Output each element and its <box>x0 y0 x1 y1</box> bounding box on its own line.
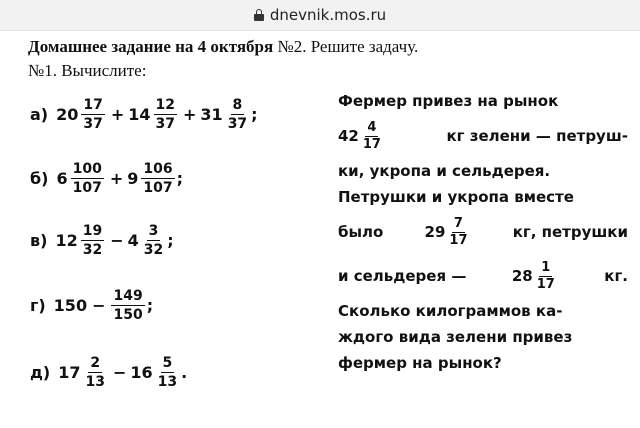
fraction <box>81 96 104 133</box>
operator: + <box>110 105 125 124</box>
numerator: 17 <box>83 97 103 113</box>
whole-part: 12 <box>55 231 78 250</box>
expression-label: а) <box>30 105 49 124</box>
expression-label: г) <box>30 296 46 315</box>
denominator: 17 <box>536 276 555 292</box>
fraction <box>535 260 557 293</box>
url-text: dnevnik.mos.ru <box>269 6 387 24</box>
numerator: 106 <box>143 161 173 177</box>
fraction <box>447 216 469 249</box>
fraction <box>111 287 144 324</box>
numerator: 7 <box>453 215 463 231</box>
expression-label: б) <box>30 169 49 188</box>
expression-g <box>30 287 153 324</box>
denominator: 37 <box>155 116 176 132</box>
problem-line: Фермер привез на рынок <box>338 92 559 110</box>
operator: + <box>183 105 197 124</box>
denominator: 32 <box>82 242 103 258</box>
operator: + <box>109 169 124 188</box>
terminator: ; <box>146 296 154 315</box>
terminator: . <box>181 363 188 382</box>
problem-line <box>338 114 628 158</box>
denominator: 150 <box>113 307 143 323</box>
denominator: 37 <box>227 116 248 132</box>
terminator: ; <box>251 105 258 124</box>
problem-line: фермер на рынок? <box>338 354 502 372</box>
address-bar[interactable] <box>0 0 640 31</box>
fraction <box>226 96 249 133</box>
problem-line <box>338 210 628 254</box>
denominator: 13 <box>157 374 178 390</box>
numerator: 3 <box>148 223 159 239</box>
numerator: 8 <box>232 97 243 113</box>
problem-line: Сколько килограммов ка- <box>338 302 563 320</box>
task1-title: №1. Вычислите: <box>28 61 147 80</box>
fraction <box>84 354 107 391</box>
problem-text: кг, петрушки <box>512 223 628 241</box>
word-problem <box>338 88 628 376</box>
whole-part: 17 <box>58 363 81 382</box>
mixed-number <box>425 216 472 249</box>
denominator: 17 <box>449 232 468 248</box>
whole-part: 150 <box>53 296 88 315</box>
problem-text: кг. <box>604 267 628 285</box>
expression-a <box>30 96 258 133</box>
problem-line <box>338 254 628 298</box>
expression-label: в) <box>30 231 48 250</box>
whole-part: 16 <box>130 363 153 382</box>
whole-part: 28 <box>511 267 533 285</box>
whole-part: 42 <box>338 127 359 145</box>
fraction <box>71 160 104 197</box>
fraction <box>156 354 179 391</box>
whole-part: 14 <box>128 105 151 124</box>
denominator: 107 <box>143 180 173 196</box>
homework-title <box>28 37 418 57</box>
terminator: ; <box>176 169 184 188</box>
problem-line: ждого вида зелени привез <box>338 328 573 346</box>
fraction <box>361 120 383 153</box>
mixed-number <box>512 260 559 293</box>
whole-part: 9 <box>127 169 139 188</box>
fraction <box>81 222 104 259</box>
homework-title-bold: Домашнее задание на 4 октября <box>28 37 274 56</box>
problem-text: было <box>338 223 384 241</box>
numerator: 12 <box>155 97 176 113</box>
problem-text: кг зелени — петруш- <box>446 127 628 145</box>
mixed-number <box>338 120 385 153</box>
lock-icon <box>254 9 264 21</box>
whole-part: 20 <box>56 105 79 124</box>
operator: − <box>92 296 106 315</box>
numerator: 2 <box>90 355 101 371</box>
whole-part: 31 <box>200 105 223 124</box>
denominator: 37 <box>83 116 103 132</box>
whole-part: 6 <box>56 169 68 188</box>
denominator: 32 <box>143 242 164 258</box>
problem-line: Петрушки и укропа вместе <box>338 188 574 206</box>
numerator: 149 <box>113 288 143 304</box>
denominator: 17 <box>362 136 381 152</box>
fraction <box>141 160 174 197</box>
problem-line: ки, укропа и сельдерея. <box>338 162 551 180</box>
terminator: ; <box>167 231 174 250</box>
fraction <box>142 222 165 259</box>
expression-label: д) <box>30 363 51 382</box>
expression-d <box>30 354 187 391</box>
expression-v <box>30 222 174 259</box>
homework-title-rest: №2. Решите задачу. <box>273 37 419 56</box>
numerator: 5 <box>162 355 173 371</box>
expression-b <box>30 160 183 197</box>
numerator: 1 <box>541 259 551 275</box>
numerator: 100 <box>72 161 102 177</box>
operator: − <box>112 363 127 382</box>
problem-text: и сельдерея — <box>338 267 467 285</box>
numerator: 4 <box>367 119 377 135</box>
fraction <box>154 96 177 133</box>
operator: − <box>110 231 124 250</box>
whole-part: 29 <box>424 223 446 241</box>
whole-part: 4 <box>127 231 139 250</box>
numerator: 19 <box>82 223 103 239</box>
denominator: 13 <box>85 374 105 390</box>
denominator: 107 <box>72 180 102 196</box>
